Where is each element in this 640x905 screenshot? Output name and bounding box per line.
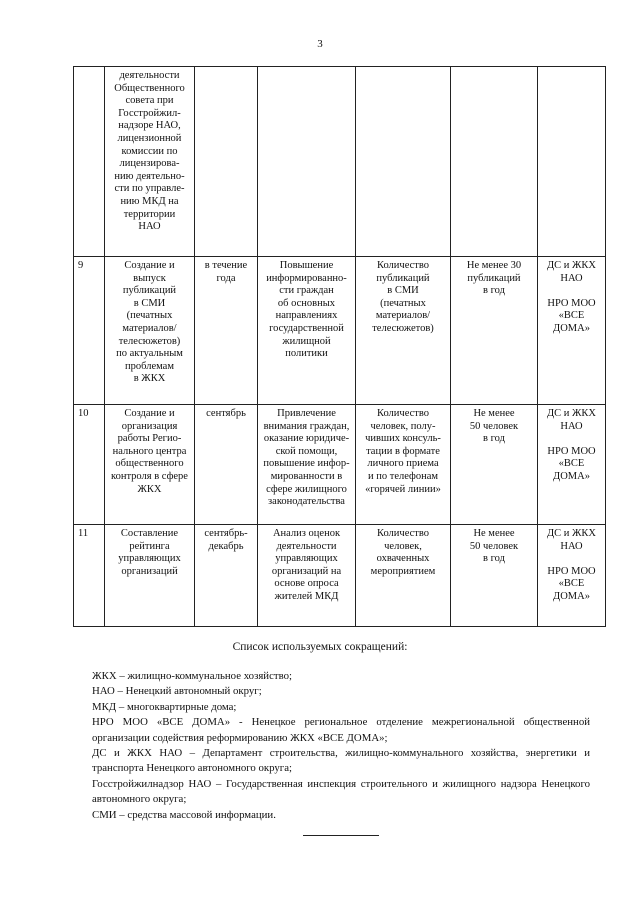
- term-cell: [195, 67, 258, 257]
- abbreviation-item: НАО – Ненецкий автономный округ;: [92, 685, 262, 698]
- abbreviation-item: СМИ – средства массовой информации.: [92, 808, 276, 821]
- table-row: [74, 405, 606, 525]
- abbreviations-list: [92, 669, 590, 823]
- responsible-cell: ДС и ЖКХ НАО НРО МОО «ВСЕ ДОМА»: [538, 525, 606, 627]
- abbreviation-item: ДС и ЖКХ НАО – Департамент строительства, жилищно-коммунального хозяйства, энергетики и транспорта Ненецкого автономного округа;: [92, 747, 590, 775]
- row-number-cell: [74, 67, 105, 257]
- table-row: [74, 67, 606, 257]
- abbreviation-item: НРО МОО «ВСЕ ДОМА» - Ненецкое региональное отделение межрегиональной общественной организации содействия реформированию ЖКХ «ВСЕ ДОМА»;: [92, 716, 590, 744]
- table-row: [74, 525, 606, 627]
- goal-cell: Привлечение внимания граждан, оказание юридиче- ской помощи, повышение инфор- мированности в сфере жилищного законодательства: [258, 405, 356, 525]
- measure-name-cell: Составление рейтинга управляющих организаций: [105, 525, 195, 627]
- value-cell: Не менее 50 человек в год: [451, 405, 538, 525]
- abbreviation-item: ЖКХ – жилищно-коммунальное хозяйство;: [92, 670, 293, 682]
- table-row: [74, 257, 606, 405]
- closing-divider: [303, 835, 379, 836]
- abbreviations-title: Список используемых сокращений:: [232, 641, 408, 653]
- measure-name-cell: Создание и выпуск публикаций в СМИ (печатных материалов/ телесюжетов) по актуальным проблемам в ЖКХ: [105, 257, 195, 405]
- responsible-cell: ДС и ЖКХ НАО НРО МОО «ВСЕ ДОМА»: [538, 257, 606, 405]
- indicator-cell: [356, 67, 451, 257]
- term-cell: сентябрь: [195, 405, 258, 525]
- measure-name-cell: деятельности Общественного совета при Госстройжил- надзоре НАО, лицензионной комиссии по лицензирова- нию деятельно- сти по управле- нию МКД на территории НАО: [105, 67, 195, 257]
- row-number-cell: 9: [74, 257, 105, 405]
- measure-name-cell: Создание и организация работы Регио- нального центра общественного контроля в сфере ЖКХ: [105, 405, 195, 525]
- row-number-cell: 11: [74, 525, 105, 627]
- indicator-cell: Количество публикаций в СМИ (печатных материалов/ телесюжетов): [356, 257, 451, 405]
- term-cell: в течение года: [195, 257, 258, 405]
- measures-table: [73, 66, 606, 627]
- term-cell: сентябрь- декабрь: [195, 525, 258, 627]
- indicator-cell: Количество человек, охваченных мероприятием: [356, 525, 451, 627]
- goal-cell: [258, 67, 356, 257]
- abbreviation-item: Госстройжилнадзор НАО – Государственная инспекция строительного и жилищного надзора Ненецкого автономного округа;: [92, 777, 590, 806]
- goal-cell: Повышение информированно- сти граждан об основных направлениях государственной жилищной политики: [258, 257, 356, 405]
- responsible-cell: ДС и ЖКХ НАО НРО МОО «ВСЕ ДОМА»: [538, 405, 606, 525]
- goal-cell: Анализ оценок деятельности управляющих организаций на основе опроса жителей МКД: [258, 525, 356, 627]
- abbreviation-item: МКД – многоквартирные дома;: [92, 700, 237, 713]
- page-number: 3: [317, 38, 323, 50]
- value-cell: [451, 67, 538, 257]
- responsible-cell: [538, 67, 606, 257]
- row-number-cell: 10: [74, 405, 105, 525]
- value-cell: Не менее 30 публикаций в год: [451, 257, 538, 405]
- value-cell: Не менее 50 человек в год: [451, 525, 538, 627]
- indicator-cell: Количество человек, полу- чивших консуль- тации в формате личного приема и по телефонам «горячей линии»: [356, 405, 451, 525]
